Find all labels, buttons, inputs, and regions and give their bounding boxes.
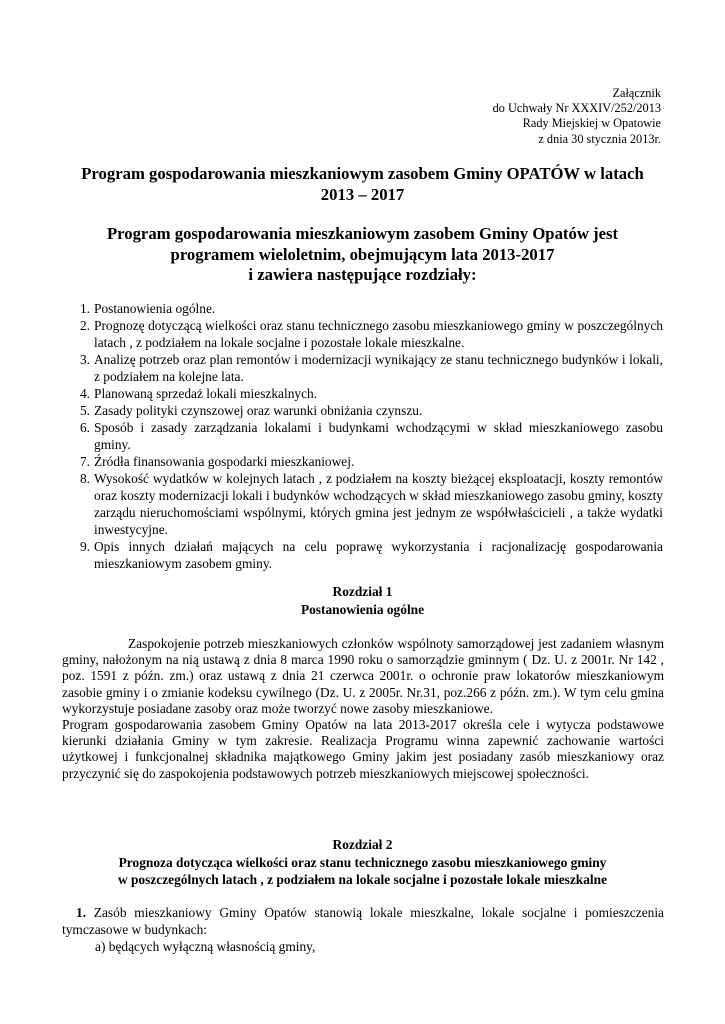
chapter-2-heading <box>60 836 665 889</box>
chapter-number: Rozdział 1 <box>332 584 393 599</box>
list-item-number: 8. <box>79 471 90 486</box>
list-item-text: Źródła finansowania gospodarki mieszkaniowej. <box>94 454 355 469</box>
chapter-1-body <box>62 636 664 782</box>
list-item <box>66 385 663 402</box>
header-line: z dnia 30 stycznia 2013r. <box>538 131 661 146</box>
subtitle-line: i zawiera następujące rozdziały: <box>248 265 477 284</box>
list-item-text: Sposób i zasady zarządzania lokalami i budynkami wchodzącymi w skład mieszkaniowego zasobu gminy. <box>94 420 663 452</box>
attachment-header <box>493 86 661 147</box>
list-item <box>66 419 663 453</box>
list-item-number: 4. <box>79 386 90 401</box>
list-item <box>66 402 663 419</box>
chapter-2-item-1 <box>62 905 664 938</box>
header-line: Rady Miejskiej w Opatowie <box>522 116 661 131</box>
title-line: Program gospodarowania mieszkaniowym zasobem Gminy OPATÓW w latach <box>81 164 644 183</box>
list-item-text: Postanowienia ogólne. <box>94 301 216 316</box>
list-item <box>66 300 663 317</box>
chapter-2-subitem-a: a) będących wyłączną własnością gminy, <box>95 939 316 954</box>
title-line: 2013 – 2017 <box>320 185 405 204</box>
list-item-text: Opis innych działań mających na celu poprawę wykorzystania i racjonalizację gospodarowania mieszkaniowym zasobem gminy. <box>94 539 663 571</box>
list-item <box>66 470 663 538</box>
list-item <box>66 351 663 385</box>
chapter-number: Rozdział 2 <box>332 837 393 852</box>
item-text: Zasób mieszkaniowy Gminy Opatów stanowią lokale mieszkalne, lokale socjalne i pomieszczenia tymczasowe w budynkach: <box>62 905 664 937</box>
item-number: 1. <box>76 905 87 920</box>
list-item-number: 1. <box>79 301 90 316</box>
chapter-title: Postanowienia ogólne <box>300 601 425 617</box>
list-item-number: 6. <box>79 420 90 435</box>
list-item <box>66 317 663 351</box>
list-item-text: Analizę potrzeb oraz plan remontów i modernizacji wynikający ze stanu technicznego budynków i lokali, z podziałem na kolejne lata. <box>94 352 663 384</box>
list-item-text: Wysokość wydatków w kolejnych latach , z podziałem na koszty bieżącej eksploatacji, koszty remontów oraz koszty modernizacji lokali i budynków wchodzących w skład mieszkaniowego zasobu gminy, koszty zarządu nieruchomościami wspólnymi, których gmina jest jednym ze współwłaścicieli , a także wydatki inwestycyjne. <box>94 471 663 537</box>
list-item-number: 3. <box>79 352 90 367</box>
list-item-number: 7. <box>79 454 90 469</box>
header-line: Załącznik <box>612 86 661 100</box>
paragraph: Zaspokojenie potrzeb mieszkaniowych członków wspólnoty samorządowej jest zadaniem własnym gminy, nałożonym na nią ustawą z dnia 8 marca 1990 roku o samorządzie gminnym ( Dz. U. z 2001r. Nr 142 , poz. 1591 z późn. zm.) oraz ustawą z dnia 21 czerwca 2001r. o ochronie praw lokatorów mieszkaniowym zasobie gminy i o zmianie kodeksu cywilnego (Dz. U. z 2005r. Nr.31, poz.266 z późn. zm.). W tym celu gmina wykorzystuje posiadane zasoby oraz może tworzyć nowe zasoby mieszkaniowe. <box>62 636 664 716</box>
document-subtitle <box>60 224 665 286</box>
list-item-text: Planowaną sprzedaż lokali mieszkalnych. <box>94 386 318 401</box>
header-line: do Uchwały Nr XXXIV/252/2013 <box>492 101 661 116</box>
chapter-title: w poszczególnych latach , z podziałem na lokale socjalne i pozostałe lokale mieszkalne <box>117 872 608 887</box>
chapter-title: Prognoza dotycząca wielkości oraz stanu technicznego zasobu mieszkaniowego gminy <box>118 854 607 870</box>
list-item-number: 9. <box>79 539 90 554</box>
list-item <box>66 453 663 470</box>
document-title <box>60 163 665 205</box>
list-item-text: Zasady polityki czynszowej oraz warunki obniżania czynszu. <box>94 403 423 418</box>
list-item-number: 2. <box>79 318 90 333</box>
list-item <box>66 538 663 572</box>
chapter-1-heading <box>60 583 665 618</box>
subtitle-line: Program gospodarowania mieszkaniowym zasobem Gminy Opatów jest <box>106 224 619 243</box>
list-item-number: 5. <box>79 403 90 418</box>
paragraph: Program gospodarowania zasobem Gminy Opatów na lata 2013-2017 określa cele i wytycza podstawowe kierunki działania Gminy w tym zakresie. Realizacja Programu winna zapewnić zachowanie wartości użytkowej i funkcjonalnej składnika majątkowego Gminy jakim jest posiadany zasób mieszkaniowy oraz przyczynić się do zaspokojenia podstawowych potrzeb mieszkaniowych miejscowej społeczności. <box>62 717 664 781</box>
chapter-list <box>66 300 663 572</box>
subtitle-line: programem wieloletnim, obejmującym lata 2013-2017 <box>170 244 555 264</box>
list-item-text: Prognozę dotyczącą wielkości oraz stanu technicznego zasobu mieszkaniowego gminy w poszczególnych latach , z podziałem na lokale socjalne i pozostałe lokale mieszkalne. <box>94 318 663 350</box>
